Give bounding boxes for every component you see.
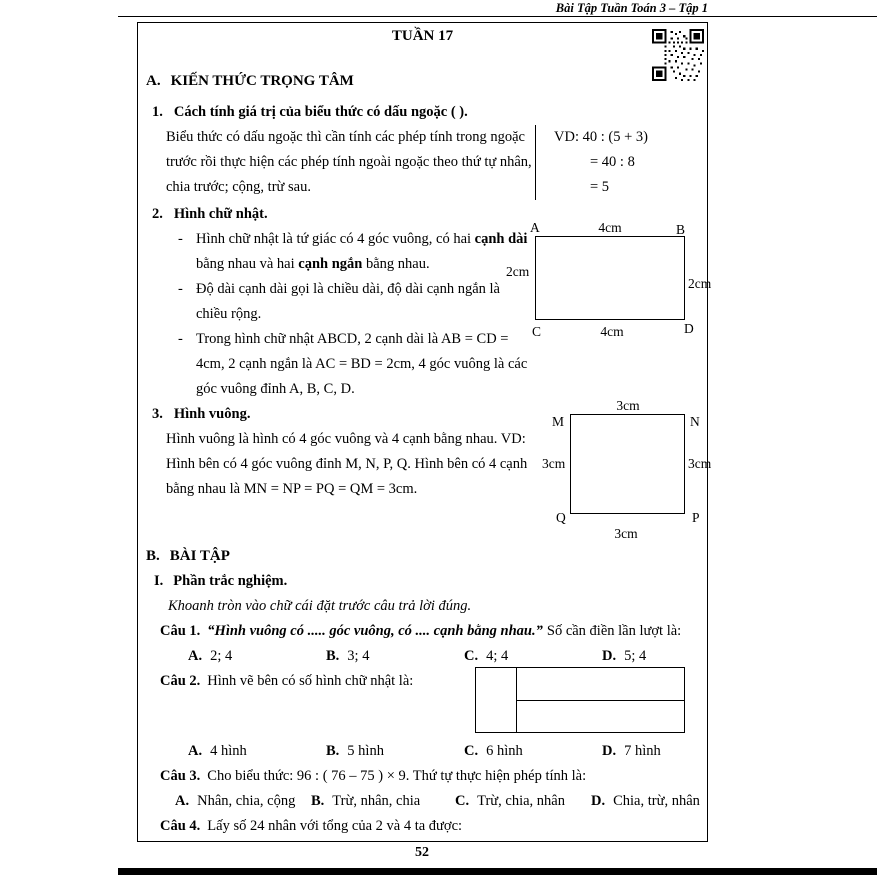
option-text: 7 hình [624,743,661,759]
bullet-2-text: Độ dài cạnh dài gọi là chiều dài, độ dài cạnh ngắn là chiều rộng. [196,281,500,322]
bullet-dash: - [178,231,183,247]
square-corner-p-label: P [692,510,700,525]
item1-body-text: Biểu thức có dấu ngoặc thì cần tính các phép tính trong ngoặc trước rồi thực hiện các phép tính ngoài ngoặc theo thứ tự nhân, chia trước; cộng, trừ sau. [166,129,532,195]
example-line-2: = 40 : 8 [590,154,635,170]
option-letter: A. [188,743,203,759]
question-2-text: Hình vẽ bên có số hình chữ nhật là: [207,673,414,689]
option-letter: A. [188,648,203,664]
section-b-title: BÀI TẬP [169,548,230,564]
item1-row [166,125,699,200]
bullet-3-text: Trong hình chữ nhật ABCD, 2 cạnh dài là AB = CD = 4cm, 2 cạnh ngắn là AC = BD = 2cm, 4 góc vuông là các góc vuông đỉnh A, B, C, D. [196,331,528,397]
option-text: Trừ, nhân, chia [332,793,421,809]
question-1-tail: Số cần điền lần lượt là: [546,623,682,639]
rect-right-length-label: 2cm [688,276,712,291]
question-1-label: Câu 1. [160,623,201,639]
option-letter: C. [464,743,479,759]
bullet-1-text [196,227,534,277]
item1-number: 1. [152,104,163,120]
option-letter: B. [326,743,340,759]
square-bottom-length-label: 3cm [614,526,638,541]
qr-code-icon [652,29,704,81]
bullet-1-seg-3: bằng nhau. [362,256,430,272]
square-top-length-label: 3cm [616,398,640,413]
rect-top-length-label: 4cm [598,220,622,235]
part1-heading [154,569,699,594]
q2-option-b [326,739,464,764]
example-line-3: = 5 [590,179,610,195]
q2-option-c [464,739,602,764]
item1-title-text: Cách tính giá trị của biểu thức có dấu ngoặc ( ). [173,104,468,120]
q2-option-d [602,739,661,764]
item1-title [152,100,699,125]
q3-option-d [591,789,700,814]
question-1-quote: “Hình vuông có ..... góc vuông, có .... cạnh bằng nhau.” [207,623,543,639]
option-text: Chia, trừ, nhân [613,793,700,809]
option-text: 4; 4 [486,648,509,664]
section-a-title: KIẾN THỨC TRỌNG TÂM [170,73,354,89]
question-4-label: Câu 4. [160,818,201,834]
section-a-heading [146,69,699,94]
q3-option-a [175,789,311,814]
bullet-1-seg-2: bằng nhau và hai [196,256,299,272]
option-text: 5 hình [347,743,384,759]
option-letter: D. [591,793,606,809]
option-text: 4 hình [210,743,247,759]
rectangle-shape [535,236,685,320]
q1-option-a [188,644,326,669]
rect-corner-d-label: D [684,321,694,336]
bullet-dash: - [178,281,183,297]
question-4-text: Lấy số 24 nhân với tổng của 2 và 4 ta được: [207,818,463,834]
option-letter: C. [455,793,470,809]
header-rule [118,16,877,17]
item1-example [535,125,648,200]
question-3-label: Câu 3. [160,768,201,784]
question-1 [160,619,699,644]
rect-bottom-length-label: 4cm [600,324,624,339]
square-corner-q-label: Q [556,510,566,525]
part1-title: Phần trắc nghiệm. [173,573,288,589]
option-text: Trừ, chia, nhân [477,793,565,809]
option-letter: B. [311,793,325,809]
figure-horizontal-divider [516,700,684,701]
footer-bar [118,868,877,875]
q3-option-c [455,789,591,814]
section-b-label: B. [146,548,160,564]
option-letter: A. [175,793,190,809]
item3-number: 3. [152,406,163,422]
rect-corner-c-label: C [532,324,542,339]
example-line-1: VD: 40 : (5 + 3) [554,129,648,145]
question-3-options [175,789,699,814]
item2-title-text: Hình chữ nhật. [173,206,268,222]
bullet-1-seg-1: Hình chữ nhật là tứ giác có 4 góc vuông, có hai [196,231,475,247]
item3-body-text: Hình vuông là hình có 4 góc vuông và 4 cạnh bằng nhau. VD: Hình bên có 4 góc vuông đỉnh M, N, P, Q. Hình bên có 4 cạnh bằng nhau là MN = NP = PQ = QM = 3cm. [166,431,528,497]
rect-corner-b-label: B [676,222,686,237]
square-left-length-label: 3cm [542,456,566,471]
square-corner-n-label: N [690,414,700,429]
option-letter: D. [602,648,617,664]
bullet-1-bold-2: cạnh ngắn [298,256,363,272]
q1-option-d [602,644,646,669]
option-letter: D. [602,743,617,759]
option-text: 5; 4 [624,648,647,664]
square-corner-m-label: M [552,414,565,429]
option-text: Nhân, chia, cộng [197,793,296,809]
section-a-label: A. [146,73,161,89]
q1-option-c [464,644,602,669]
part1-label: I. [154,573,164,589]
question-2-options [188,739,699,764]
question-2-label: Câu 2. [160,673,201,689]
item3-title-text: Hình vuông. [173,406,251,422]
rect-left-length-label: 2cm [506,264,530,279]
option-text: 2; 4 [210,648,233,664]
question-2-figure [475,667,685,733]
bullet-dash: - [178,331,183,347]
section-b-heading [146,544,699,569]
week-title: TUẦN 17 [391,28,454,44]
rectangle-abcd-diagram [506,218,712,350]
q2-option-a [188,739,326,764]
item2-number: 2. [152,206,163,222]
square-right-length-label: 3cm [688,456,712,471]
content-frame [137,22,712,842]
q3-option-b [311,789,455,814]
running-head-title: Bài Tập Tuần Toán 3 – Tập 1 [555,1,708,15]
option-letter: B. [326,648,340,664]
square-shape [570,414,685,514]
bullet-1-bold-1: cạnh dài [474,231,528,247]
question-1-options [188,644,699,669]
q1-option-b [326,644,464,669]
option-letter: C. [464,648,479,664]
page-number: 52 [415,845,429,860]
question-4 [160,814,699,839]
instruction-text: Khoanh tròn vào chữ cái đặt trước câu trả lời đúng. [168,598,472,614]
rect-corner-a-label: A [530,220,540,235]
question-3-text: Cho biểu thức: 96 : ( 76 – 75 ) × 9. Thứ tự thực hiện phép tính là: [207,768,587,784]
question-3 [160,764,699,789]
square-mnpq-diagram [540,398,710,543]
option-text: 3; 4 [347,648,370,664]
option-text: 6 hình [486,743,523,759]
